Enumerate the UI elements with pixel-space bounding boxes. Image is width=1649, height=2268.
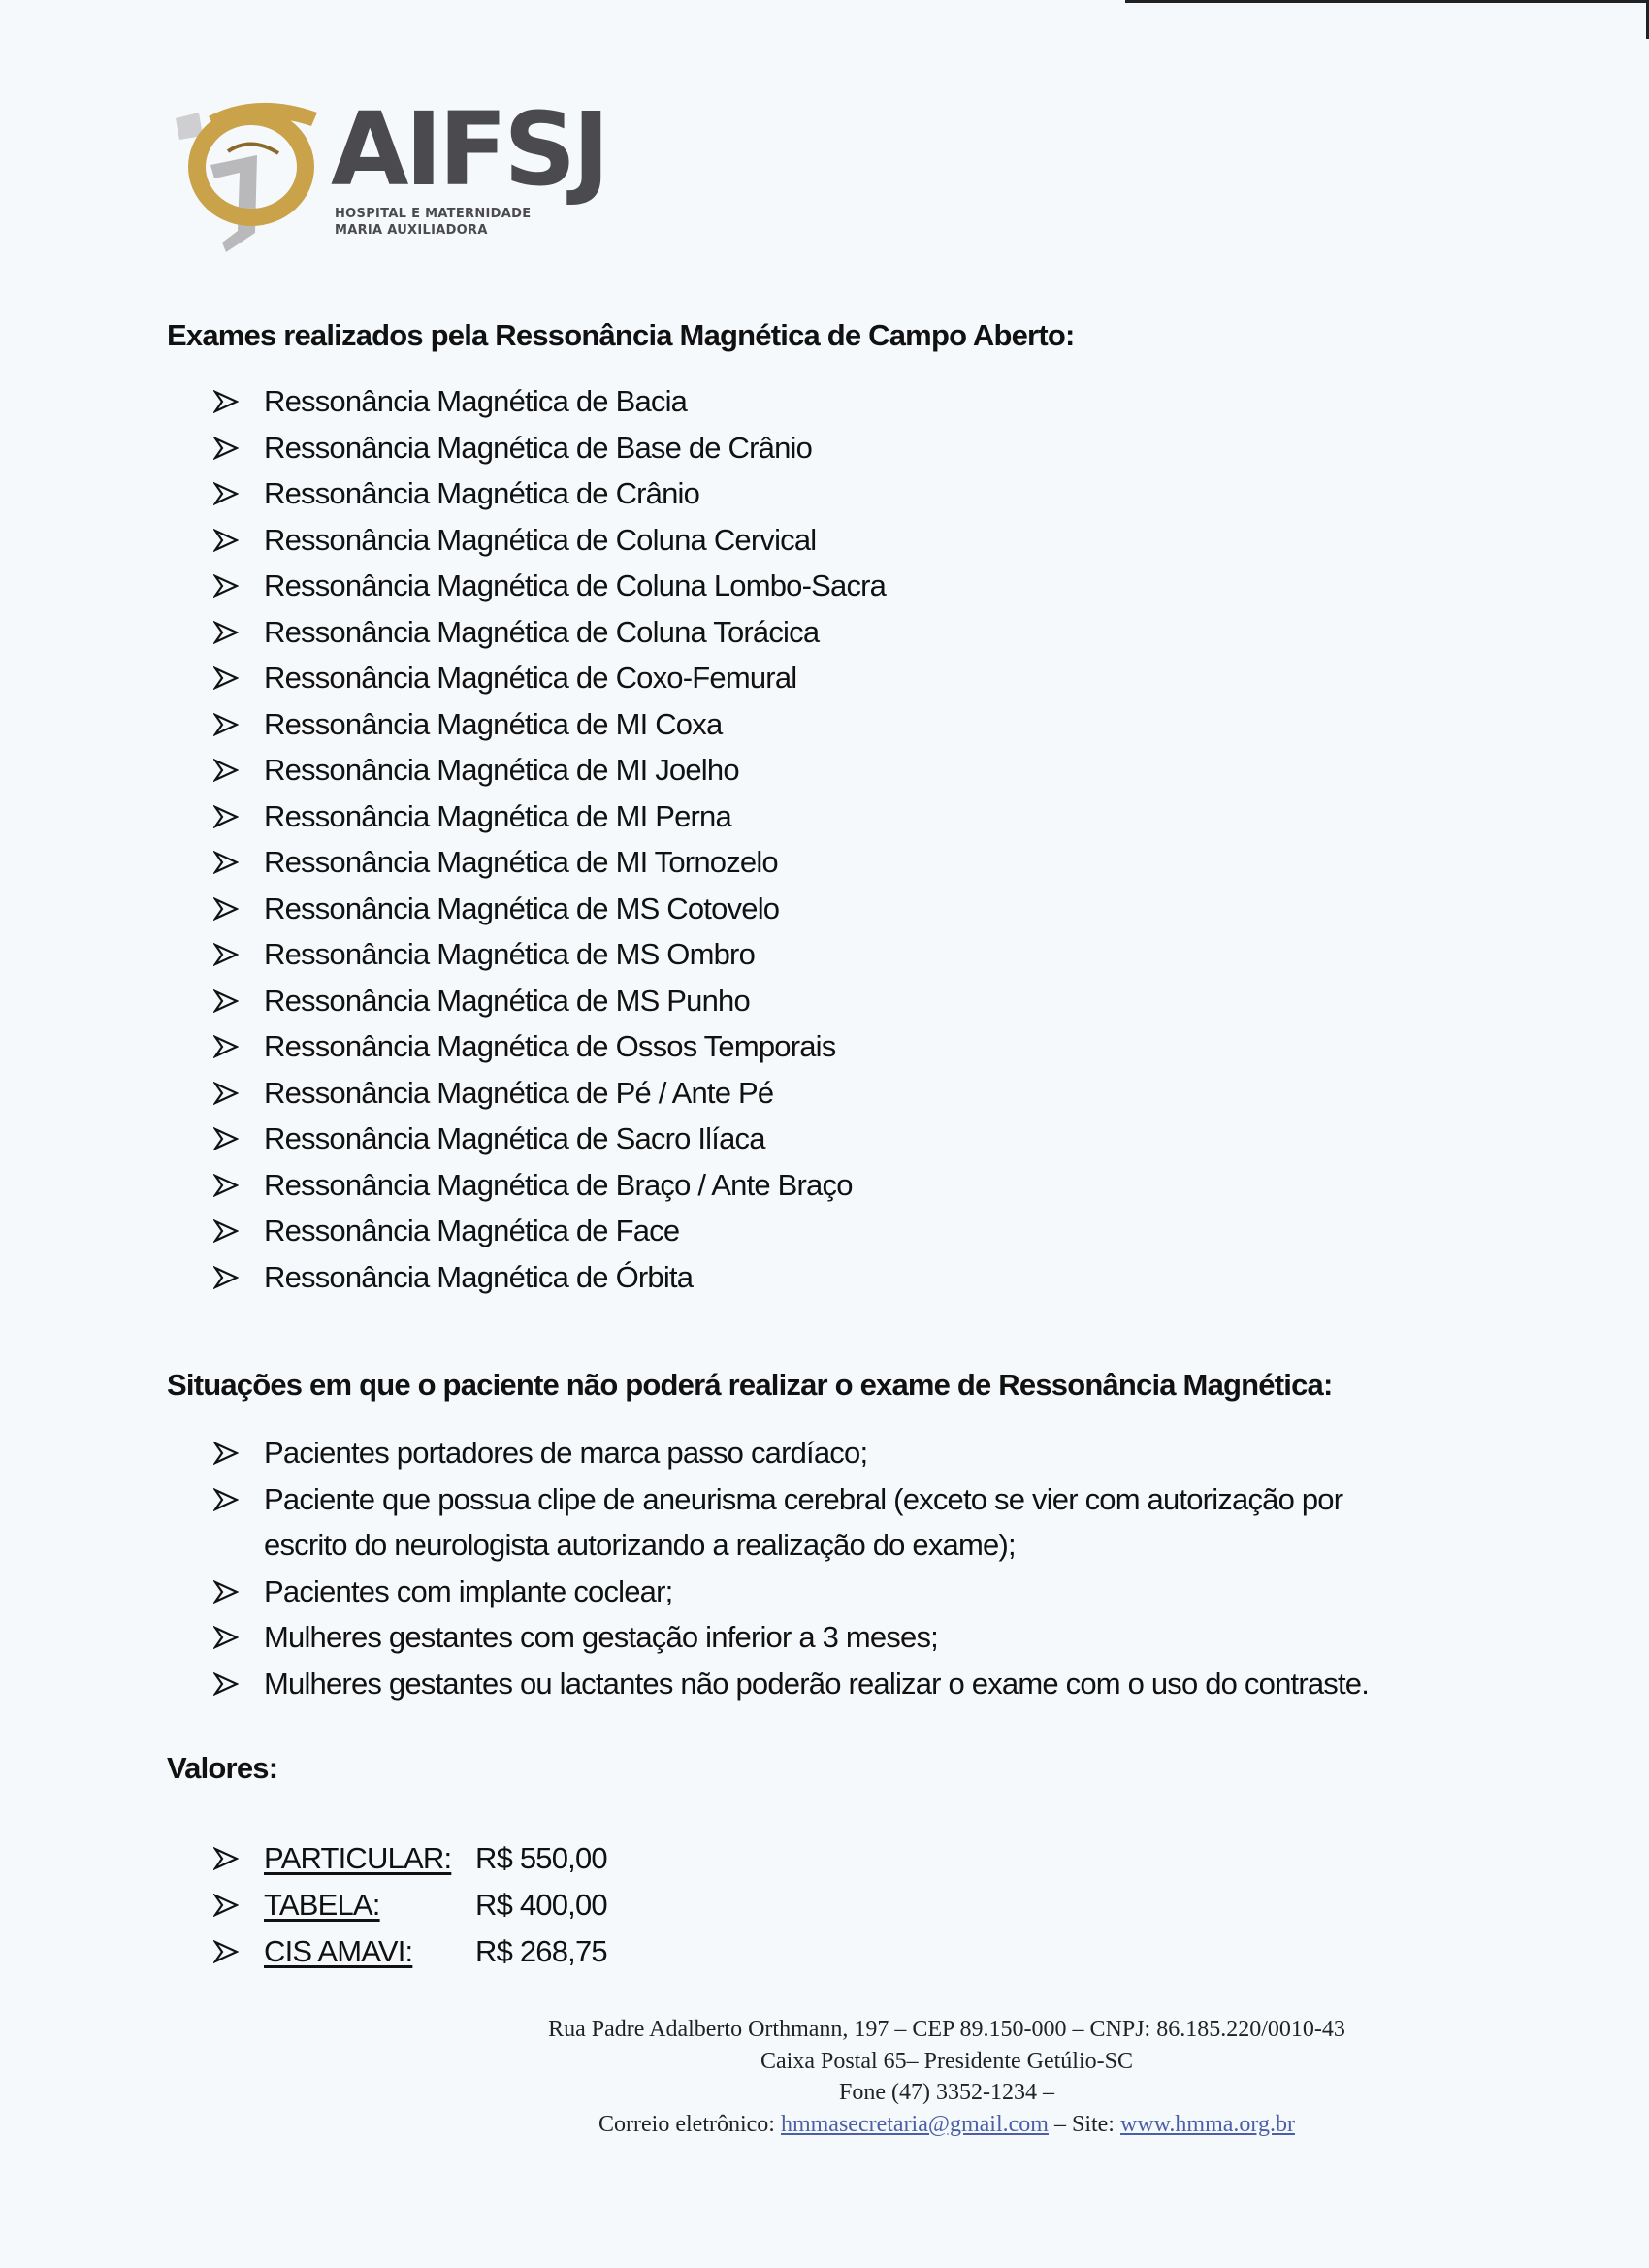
price-label: [264, 1835, 475, 1882]
restriction-item-text: Pacientes com implante coclear;: [264, 1573, 673, 1608]
prices-heading: Valores:: [167, 1751, 278, 1785]
price-value: R$ 400,00: [475, 1888, 607, 1922]
restriction-item-text: Mulheres gestantes ou lactantes não poderão realizar o exame com o uso do contraste.: [264, 1666, 1370, 1701]
exam-item: [213, 978, 886, 1024]
exam-item-text: Ressonância Magnética de Braço / Ante Braço: [264, 1167, 853, 1202]
exam-item-text: Ressonância Magnética de Coxo-Femural: [264, 661, 797, 695]
price-row: [213, 1882, 607, 1928]
exam-item: [213, 931, 886, 978]
exam-list: [213, 378, 886, 1300]
restriction-item: [213, 1569, 1428, 1615]
bullet-arrow-icon: [213, 1174, 239, 1197]
exam-item-text: Ressonância Magnética de Coluna Cervical: [264, 522, 817, 557]
price-row: [213, 1835, 607, 1882]
footer-phone: Fone (47) 3352-1234 –: [839, 2080, 1054, 2105]
restriction-item-text: Mulheres gestantes com gestação inferior a 3 meses;: [264, 1620, 938, 1654]
bullet-arrow-icon: [213, 437, 239, 460]
footer-site-label: – Site:: [1053, 2111, 1115, 2137]
exam-item: [213, 609, 886, 656]
bullet-arrow-icon: [213, 1127, 239, 1150]
price-label: [264, 1928, 475, 1975]
exam-item-text: Ressonância Magnética de Bacia: [264, 384, 688, 418]
exam-item: [213, 563, 886, 609]
exam-item: [213, 517, 886, 564]
bullet-arrow-icon: [213, 943, 239, 966]
bullet-arrow-icon: [213, 1940, 239, 1963]
bullet-arrow-icon: [213, 529, 239, 552]
price-label-text: CIS AMAVI:: [264, 1934, 413, 1968]
footer: [122, 2014, 1649, 2140]
restrictions-heading: Situações em que o paciente não poderá realizar o exame de Ressonância Magnética:: [167, 1368, 1333, 1402]
exam-item: [213, 1208, 886, 1254]
bullet-arrow-icon: [213, 897, 239, 921]
exam-item: [213, 1254, 886, 1301]
bullet-arrow-icon: [213, 1035, 239, 1058]
exam-item: [213, 470, 886, 517]
exam-item-text: Ressonância Magnética de Órbita: [264, 1259, 694, 1294]
footer-email-label: Correio eletrônico:: [598, 2111, 775, 2137]
bullet-arrow-icon: [213, 390, 239, 413]
logo-brand: AIFSJ: [331, 90, 606, 209]
restriction-item-text: Pacientes portadores de marca passo cardíaco;: [264, 1436, 868, 1470]
exam-item: [213, 1116, 886, 1162]
exam-item: [213, 655, 886, 701]
exam-item: [213, 701, 886, 748]
exam-item: [213, 794, 886, 840]
bullet-arrow-icon: [213, 574, 239, 598]
exam-item-text: Ressonância Magnética de Ossos Temporais: [264, 1029, 836, 1063]
exam-item-text: Ressonância Magnética de Pé / Ante Pé: [264, 1075, 774, 1110]
logo-subtitle-line1: HOSPITAL E MATERNIDADE: [335, 207, 532, 221]
footer-site-link[interactable]: www.hmma.org.br: [1119, 2111, 1295, 2137]
bullet-arrow-icon: [213, 713, 239, 736]
price-list: [213, 1835, 607, 1975]
logo-subtitle: [335, 206, 531, 239]
bullet-arrow-icon: [213, 805, 239, 828]
bullet-arrow-icon: [213, 621, 239, 644]
restriction-item-text: Paciente que possua clipe de aneurisma cerebral (exceto se vier com autorização por escrito do neurologista autorizando a realização do exame);: [264, 1481, 1343, 1562]
bullet-arrow-icon: [213, 989, 239, 1013]
exam-item-text: Ressonância Magnética de MI Tornozelo: [264, 845, 778, 879]
exam-item: [213, 1162, 886, 1209]
exam-item: [213, 886, 886, 932]
exam-item: [213, 839, 886, 886]
exam-item-text: Ressonância Magnética de Crânio: [264, 476, 700, 510]
price-row: [213, 1928, 607, 1975]
bullet-arrow-icon: [213, 759, 239, 782]
price-value: R$ 550,00: [475, 1841, 607, 1875]
restriction-item: [213, 1476, 1428, 1569]
bullet-arrow-icon: [213, 1219, 239, 1243]
logo-mark-icon: [170, 97, 325, 257]
exams-heading: Exames realizados pela Ressonância Magnética de Campo Aberto:: [167, 318, 1075, 352]
exam-item-text: Ressonância Magnética de MS Cotovelo: [264, 891, 780, 925]
exam-item-text: Ressonância Magnética de Sacro Ilíaca: [264, 1121, 765, 1155]
footer-email-link[interactable]: hmmasecretaria@gmail.com: [780, 2111, 1049, 2137]
bullet-arrow-icon: [213, 482, 239, 505]
exam-item-text: Ressonância Magnética de Coluna Lombo-Sacra: [264, 568, 887, 602]
bullet-arrow-icon: [213, 1082, 239, 1105]
exam-item: [213, 425, 886, 471]
bullet-arrow-icon: [213, 1672, 239, 1696]
scan-edge-top: [1125, 0, 1649, 3]
exam-item-text: Ressonância Magnética de MI Perna: [264, 798, 731, 833]
restriction-item: [213, 1661, 1428, 1707]
bullet-arrow-icon: [213, 1488, 239, 1511]
price-label-text: TABELA:: [264, 1888, 380, 1922]
exam-item-text: Ressonância Magnética de MI Coxa: [264, 706, 723, 741]
logo-subtitle-line2: MARIA AUXILIADORA: [335, 223, 488, 238]
footer-postal: Caixa Postal 65– Presidente Getúlio-SC: [760, 2048, 1133, 2074]
exam-item-text: Ressonância Magnética de MI Joelho: [264, 753, 739, 787]
price-label-text: PARTICULAR:: [264, 1841, 452, 1875]
exam-item-text: Ressonância Magnética de Coluna Torácica: [264, 614, 820, 649]
restriction-list: [213, 1430, 1428, 1706]
bullet-arrow-icon: [213, 851, 239, 874]
bullet-arrow-icon: [213, 1266, 239, 1289]
exam-item: [213, 378, 886, 425]
footer-contact: [122, 2109, 1649, 2141]
hospital-logo: [170, 90, 626, 257]
exam-item-text: Ressonância Magnética de Face: [264, 1214, 680, 1247]
exam-item: [213, 747, 886, 794]
restriction-item: [213, 1614, 1428, 1661]
bullet-arrow-icon: [213, 1894, 239, 1917]
restriction-item: [213, 1430, 1428, 1476]
bullet-arrow-icon: [213, 1442, 239, 1465]
exam-item-text: Ressonância Magnética de Base de Crânio: [264, 430, 813, 465]
bullet-arrow-icon: [213, 666, 239, 690]
price-value: R$ 268,75: [475, 1934, 607, 1968]
exam-item-text: Ressonância Magnética de MS Ombro: [264, 937, 756, 971]
bullet-arrow-icon: [213, 1580, 239, 1604]
exam-item-text: Ressonância Magnética de MS Punho: [264, 983, 750, 1018]
footer-address: Rua Padre Adalberto Orthmann, 197 – CEP 89.150-000 – CNPJ: 86.185.220/0010-43: [548, 2017, 1345, 2042]
price-label: [264, 1882, 475, 1928]
bullet-arrow-icon: [213, 1847, 239, 1870]
exam-item: [213, 1070, 886, 1117]
exam-item: [213, 1023, 886, 1070]
bullet-arrow-icon: [213, 1626, 239, 1649]
